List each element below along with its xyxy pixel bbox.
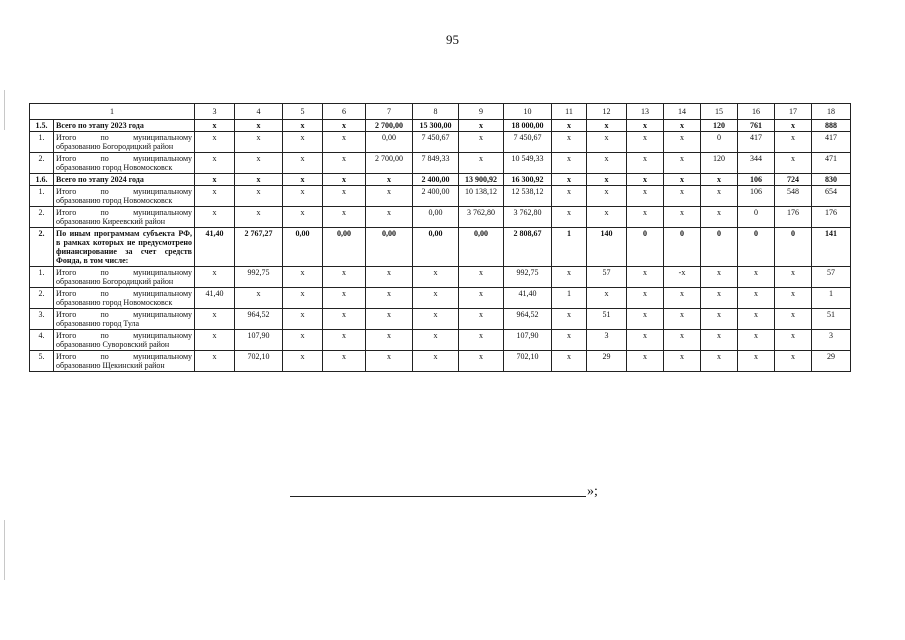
table-cell: 12 538,12 (504, 186, 552, 207)
table-cell: x (587, 186, 627, 207)
table-cell: 964,52 (504, 309, 552, 330)
column-header: 4 (235, 104, 283, 120)
table-cell: 41,40 (195, 228, 235, 267)
table-cell: x (552, 330, 587, 351)
table-cell: x (775, 132, 812, 153)
table-cell: x (366, 309, 413, 330)
table-cell: x (552, 267, 587, 288)
table-cell: x (775, 288, 812, 309)
table-cell: x (323, 120, 366, 132)
table-cell: 15 300,00 (413, 120, 459, 132)
table-cell: x (195, 120, 235, 132)
table-cell: 0 (701, 132, 738, 153)
table-cell: x (552, 309, 587, 330)
table-cell: 7 849,33 (413, 153, 459, 174)
table-cell: x (587, 153, 627, 174)
table-cell: x (627, 309, 664, 330)
table-cell: x (413, 330, 459, 351)
column-header: 9 (459, 104, 504, 120)
table-cell: 992,75 (504, 267, 552, 288)
row-number: 2. (30, 228, 54, 267)
table-cell: x (701, 207, 738, 228)
table-cell: 0,00 (366, 132, 413, 153)
table-row (30, 153, 851, 174)
table-cell: x (701, 186, 738, 207)
table-cell: 13 900,92 (459, 174, 504, 186)
table-cell: 2 700,00 (366, 153, 413, 174)
table-cell: x (323, 309, 366, 330)
column-header: 15 (701, 104, 738, 120)
table-cell: x (323, 174, 366, 186)
table-cell: x (775, 309, 812, 330)
table-cell: x (323, 153, 366, 174)
table-cell: x (701, 174, 738, 186)
table-row (30, 267, 851, 288)
table-cell: x (195, 174, 235, 186)
table-cell: x (552, 186, 587, 207)
column-header: 7 (366, 104, 413, 120)
table-cell: x (283, 351, 323, 372)
table-cell: x (323, 267, 366, 288)
table-cell: 471 (812, 153, 851, 174)
table-cell: x (664, 174, 701, 186)
column-header: 3 (195, 104, 235, 120)
table-cell: x (459, 132, 504, 153)
table-cell: x (459, 120, 504, 132)
table-cell: x (195, 207, 235, 228)
table-row (30, 288, 851, 309)
row-name: Итого по муниципальному образованию город Новомосковск (54, 186, 195, 207)
table-cell: x (459, 153, 504, 174)
table-cell: x (235, 153, 283, 174)
table-cell: x (552, 120, 587, 132)
table-cell: 107,90 (504, 330, 552, 351)
table-cell: x (195, 153, 235, 174)
table-cell: x (701, 309, 738, 330)
column-header: 18 (812, 104, 851, 120)
table-cell: x (552, 351, 587, 372)
table-cell: x (283, 330, 323, 351)
table-cell: x (323, 351, 366, 372)
table-cell: x (627, 351, 664, 372)
table-cell: x (459, 351, 504, 372)
table-cell: x (283, 186, 323, 207)
table-cell: x (552, 174, 587, 186)
table-cell: x (664, 186, 701, 207)
table-cell: x (664, 120, 701, 132)
table-cell: x (235, 132, 283, 153)
row-number: 5. (30, 351, 54, 372)
table-row (30, 309, 851, 330)
row-number: 1. (30, 132, 54, 153)
table-cell: 2 400,00 (413, 174, 459, 186)
row-number: 2. (30, 153, 54, 174)
column-header: 13 (627, 104, 664, 120)
table-cell: x (738, 267, 775, 288)
row-number: 1.6. (30, 174, 54, 186)
table-cell: x (195, 132, 235, 153)
table-cell: x (195, 309, 235, 330)
table-cell: 1 (552, 288, 587, 309)
table-cell: 51 (587, 309, 627, 330)
table-row (30, 186, 851, 207)
column-header: 10 (504, 104, 552, 120)
table-cell: x (366, 351, 413, 372)
table-cell: x (235, 174, 283, 186)
table-cell: 3 762,80 (504, 207, 552, 228)
table-cell: 41,40 (504, 288, 552, 309)
table-cell: x (664, 153, 701, 174)
table-cell: 0 (738, 228, 775, 267)
table-cell: x (283, 288, 323, 309)
row-number: 2. (30, 288, 54, 309)
table-cell: x (587, 120, 627, 132)
table-cell: x (366, 330, 413, 351)
table-cell: x (459, 267, 504, 288)
page-number: 95 (446, 32, 459, 47)
table-cell: 0 (775, 228, 812, 267)
table-cell: 120 (701, 120, 738, 132)
table-cell: x (235, 207, 283, 228)
table-cell: x (366, 267, 413, 288)
row-number: 1. (30, 267, 54, 288)
table-cell: x (235, 288, 283, 309)
table-cell: x (552, 132, 587, 153)
row-number: 2. (30, 207, 54, 228)
table-cell: x (283, 120, 323, 132)
table-cell: 106 (738, 186, 775, 207)
table-cell: x (195, 330, 235, 351)
table-cell: x (775, 330, 812, 351)
table-cell: x (738, 288, 775, 309)
margin-mark (4, 520, 5, 580)
table-cell: x (323, 330, 366, 351)
table-cell: x (627, 330, 664, 351)
table-cell: x (775, 120, 812, 132)
table-cell: x (775, 267, 812, 288)
table-cell: 2 400,00 (413, 186, 459, 207)
row-name: Итого по муниципальному образованию Щекинский район (54, 351, 195, 372)
table-cell: 7 450,67 (413, 132, 459, 153)
table-cell: x (775, 351, 812, 372)
table-cell: x (195, 267, 235, 288)
row-name: Итого по муниципальному образованию город Новомосковск (54, 153, 195, 174)
table-cell: 0,00 (459, 228, 504, 267)
total-row (30, 174, 851, 186)
table-cell: 417 (812, 132, 851, 153)
table-cell: x (701, 351, 738, 372)
table-cell: x (366, 186, 413, 207)
table-cell: 57 (587, 267, 627, 288)
data-table (29, 103, 851, 372)
table-cell: x (235, 186, 283, 207)
table-cell: 0 (627, 228, 664, 267)
table-row (30, 132, 851, 153)
table-cell: x (283, 207, 323, 228)
table-cell: x (459, 288, 504, 309)
table-cell: x (701, 267, 738, 288)
table-cell: 1 (812, 288, 851, 309)
table-cell: x (701, 330, 738, 351)
row-name: Итого по муниципальному образованию Суворовский район (54, 330, 195, 351)
table-cell: 0,00 (366, 228, 413, 267)
table-row (30, 207, 851, 228)
table-cell: 548 (775, 186, 812, 207)
table-cell: 0,00 (323, 228, 366, 267)
column-header: 5 (283, 104, 323, 120)
table-cell: 57 (812, 267, 851, 288)
table-cell: 702,10 (504, 351, 552, 372)
table-cell: x (366, 174, 413, 186)
table-cell: 0 (738, 207, 775, 228)
table-cell: x (283, 174, 323, 186)
table-cell: x (664, 330, 701, 351)
table-cell: x (627, 153, 664, 174)
table-cell: 18 000,00 (504, 120, 552, 132)
table-cell: -x (664, 267, 701, 288)
table-cell: x (366, 288, 413, 309)
table-cell: x (627, 186, 664, 207)
column-header: 17 (775, 104, 812, 120)
margin-mark (4, 90, 5, 130)
table-cell: x (283, 132, 323, 153)
closing-quote-mark: »; (587, 484, 598, 499)
column-header: 8 (413, 104, 459, 120)
row-number: 1.5. (30, 120, 54, 132)
table-cell: x (627, 207, 664, 228)
row-number: 1. (30, 186, 54, 207)
table-cell: x (664, 132, 701, 153)
table-cell: x (413, 351, 459, 372)
table-cell: 176 (812, 207, 851, 228)
table-cell: 0 (664, 228, 701, 267)
table-cell: 3 (587, 330, 627, 351)
table-row (30, 330, 851, 351)
table-cell: x (587, 288, 627, 309)
table-cell: x (366, 207, 413, 228)
table-cell: 140 (587, 228, 627, 267)
table-cell: x (664, 309, 701, 330)
table-cell: 2 767,27 (235, 228, 283, 267)
table-cell: 702,10 (235, 351, 283, 372)
table-cell: 0,00 (413, 228, 459, 267)
table-cell: 141 (812, 228, 851, 267)
table-cell: x (627, 120, 664, 132)
table-cell: x (627, 174, 664, 186)
column-header: 6 (323, 104, 366, 120)
table-cell: 0,00 (413, 207, 459, 228)
header-row (30, 104, 851, 120)
row-name: Итого по муниципальному образованию Киреевский район (54, 207, 195, 228)
row-name: По иным программам субъекта РФ, в рамках которых не предусмотрено финансирование за счет средств Фонда, в том числе: (54, 228, 195, 267)
table-cell: 107,90 (235, 330, 283, 351)
table-cell: 964,52 (235, 309, 283, 330)
table-cell: x (552, 153, 587, 174)
table-cell: 120 (701, 153, 738, 174)
table-cell: x (323, 186, 366, 207)
table-cell: 2 700,00 (366, 120, 413, 132)
column-header: 11 (552, 104, 587, 120)
table-cell: x (627, 267, 664, 288)
table-cell: x (235, 120, 283, 132)
row-name: Всего по этапу 2023 года (54, 120, 195, 132)
table-cell: 724 (775, 174, 812, 186)
table-cell: x (283, 267, 323, 288)
table-cell: 29 (587, 351, 627, 372)
row-number: 3. (30, 309, 54, 330)
table-cell: 830 (812, 174, 851, 186)
table-cell: 7 450,67 (504, 132, 552, 153)
table-cell: x (738, 309, 775, 330)
table-cell: 106 (738, 174, 775, 186)
table-cell: 51 (812, 309, 851, 330)
table-cell: x (738, 351, 775, 372)
table-cell: x (775, 153, 812, 174)
row-name: Итого по муниципальному образованию Богородицкий район (54, 132, 195, 153)
table-cell: 41,40 (195, 288, 235, 309)
table-cell: x (627, 132, 664, 153)
table-cell: 0,00 (283, 228, 323, 267)
table-cell: 992,75 (235, 267, 283, 288)
table-cell: 0 (701, 228, 738, 267)
table-cell: x (195, 351, 235, 372)
table-cell: 1 (552, 228, 587, 267)
table-cell: 29 (812, 351, 851, 372)
row-name: Итого по муниципальному образованию город Тула (54, 309, 195, 330)
table-cell: 2 808,67 (504, 228, 552, 267)
column-header: 14 (664, 104, 701, 120)
table-cell: 417 (738, 132, 775, 153)
table-cell: x (664, 207, 701, 228)
column-header: 16 (738, 104, 775, 120)
table-cell: x (323, 132, 366, 153)
table-cell: 888 (812, 120, 851, 132)
table-cell: x (323, 288, 366, 309)
table-cell: x (283, 153, 323, 174)
table-cell: 176 (775, 207, 812, 228)
table-cell: 344 (738, 153, 775, 174)
table-cell: x (413, 288, 459, 309)
total-row (30, 120, 851, 132)
closing-underline (290, 496, 586, 497)
table-cell: x (413, 309, 459, 330)
table-cell: 3 (812, 330, 851, 351)
table-cell: x (459, 330, 504, 351)
column-header: 1 (30, 104, 195, 120)
table-cell: x (664, 351, 701, 372)
table-cell: x (627, 288, 664, 309)
row-name: Итого по муниципальному образованию Богородицкий район (54, 267, 195, 288)
table-cell: x (587, 132, 627, 153)
row-number: 4. (30, 330, 54, 351)
table-cell: x (587, 207, 627, 228)
table-cell: x (552, 207, 587, 228)
table-cell: x (323, 207, 366, 228)
row-name: Всего по этапу 2024 года (54, 174, 195, 186)
table-cell: 10 549,33 (504, 153, 552, 174)
table-cell: x (664, 288, 701, 309)
table-cell: x (701, 288, 738, 309)
total-row (30, 228, 851, 267)
table-cell: x (459, 309, 504, 330)
table-cell: 16 300,92 (504, 174, 552, 186)
table-row (30, 351, 851, 372)
table-cell: 3 762,80 (459, 207, 504, 228)
table-cell: x (283, 309, 323, 330)
table-cell: 654 (812, 186, 851, 207)
row-name: Итого по муниципальному образованию город Новомосковск (54, 288, 195, 309)
table-cell: x (195, 186, 235, 207)
table-cell: x (413, 267, 459, 288)
table-cell: 10 138,12 (459, 186, 504, 207)
table-cell: x (587, 174, 627, 186)
column-header: 12 (587, 104, 627, 120)
table-cell: 761 (738, 120, 775, 132)
table-cell: x (738, 330, 775, 351)
